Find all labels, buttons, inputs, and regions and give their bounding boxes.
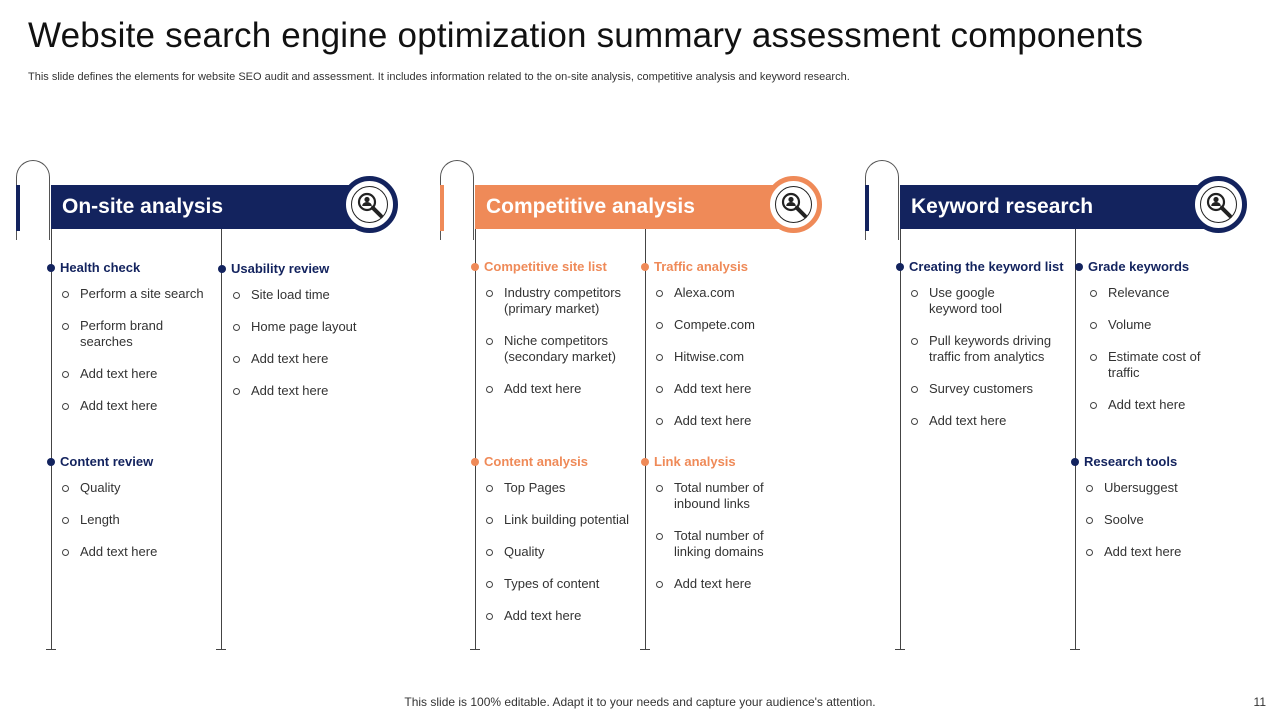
slide-subtitle: This slide defines the elements for website SEO audit and assessment. It includes information related to the on-site analysis, competitive analysis and keyword research. bbox=[28, 71, 850, 83]
list-item: Length bbox=[60, 512, 235, 528]
list-item: Add text here bbox=[654, 381, 829, 397]
section-research-tools bbox=[1084, 453, 1259, 576]
column-keyword-research bbox=[865, 150, 1265, 660]
list-item: Site load time bbox=[231, 287, 406, 303]
bullet-dot bbox=[47, 458, 55, 466]
section-heading: Research tools bbox=[1084, 454, 1178, 469]
list-item: Perform a site search bbox=[60, 286, 235, 302]
banner-bracket bbox=[865, 185, 869, 231]
list-item: Quality bbox=[60, 480, 235, 496]
section-heading: Traffic analysis bbox=[654, 259, 748, 274]
section-health-check bbox=[60, 259, 235, 430]
list-item: Survey customers bbox=[909, 381, 1084, 397]
list-item: Home page layout bbox=[231, 319, 406, 335]
connector-arc bbox=[865, 160, 899, 240]
list-item: Ubersuggest bbox=[1084, 480, 1259, 496]
section-heading: Creating the keyword list bbox=[909, 259, 1064, 274]
list-item: Add text here bbox=[909, 413, 1084, 429]
list-item: Estimate cost of traffic bbox=[1088, 349, 1208, 381]
bullet-dot bbox=[896, 263, 904, 271]
section-heading: Health check bbox=[60, 260, 141, 275]
column-on-site-analysis bbox=[16, 150, 416, 660]
magnifier-user-icon bbox=[765, 176, 822, 233]
bullet-dot bbox=[1071, 458, 1079, 466]
divider-foot bbox=[46, 649, 56, 650]
list-item: Alexa.com bbox=[654, 285, 829, 301]
list-item: Relevance bbox=[1088, 285, 1263, 301]
bullet-dot bbox=[641, 458, 649, 466]
column-divider-line bbox=[51, 229, 52, 649]
list-item: Perform brand searches bbox=[60, 318, 190, 350]
section-usability-review bbox=[231, 260, 406, 415]
list-item: Add text here bbox=[60, 544, 235, 560]
list-item: Add text here bbox=[231, 351, 406, 367]
section-content-review bbox=[60, 453, 235, 576]
section-creating-keyword-list bbox=[909, 258, 1084, 445]
bullet-dot bbox=[471, 263, 479, 271]
list-item: Add text here bbox=[484, 381, 659, 397]
list-item: Link building potential bbox=[484, 512, 659, 528]
bullet-dot bbox=[218, 265, 226, 273]
list-item: Industry competitors (primary market) bbox=[484, 285, 634, 317]
list-item: Add text here bbox=[654, 413, 829, 429]
list-item: Quality bbox=[484, 544, 659, 560]
bullet-dot bbox=[47, 264, 55, 272]
list-item: Top Pages bbox=[484, 480, 659, 496]
list-item: Add text here bbox=[1088, 397, 1263, 413]
column-divider-line bbox=[900, 229, 901, 649]
list-item: Total number of inbound links bbox=[654, 480, 789, 512]
list-item: Add text here bbox=[60, 398, 235, 414]
section-heading: Content analysis bbox=[484, 454, 589, 469]
list-item: Use google keyword tool bbox=[909, 285, 1029, 317]
list-item: Niche competitors (secondary market) bbox=[484, 333, 634, 365]
divider-foot bbox=[470, 649, 480, 650]
column-title: Keyword research bbox=[900, 185, 1230, 229]
list-item: Volume bbox=[1088, 317, 1263, 333]
list-item: Add text here bbox=[484, 608, 659, 624]
magnifier-user-icon bbox=[341, 176, 398, 233]
list-item: Total number of linking domains bbox=[654, 528, 789, 560]
connector-arc bbox=[440, 160, 474, 240]
section-competitive-site-list bbox=[484, 258, 659, 413]
section-heading: Content review bbox=[60, 454, 154, 469]
list-item: Add text here bbox=[654, 576, 829, 592]
section-traffic-analysis bbox=[654, 258, 829, 445]
list-item: Add text here bbox=[1084, 544, 1259, 560]
list-item: Hitwise.com bbox=[654, 349, 829, 365]
section-content-analysis bbox=[484, 453, 659, 640]
section-heading: Usability review bbox=[231, 261, 330, 276]
magnifier-user-icon bbox=[1190, 176, 1247, 233]
bullet-dot bbox=[641, 263, 649, 271]
page-number: 11 bbox=[1253, 695, 1266, 709]
list-item: Pull keywords driving traffic from analytics bbox=[909, 333, 1064, 365]
banner-bracket bbox=[440, 185, 444, 231]
divider-foot bbox=[895, 649, 905, 650]
column-title: Competitive analysis bbox=[475, 185, 805, 229]
footer-note: This slide is 100% editable. Adapt it to your needs and capture your audience's attention. bbox=[404, 695, 876, 709]
column-title: On-site analysis bbox=[51, 185, 381, 229]
column-divider-line bbox=[475, 229, 476, 649]
bullet-dot bbox=[471, 458, 479, 466]
section-heading: Grade keywords bbox=[1088, 259, 1190, 274]
banner-bracket bbox=[16, 185, 20, 231]
list-item: Compete.com bbox=[654, 317, 829, 333]
divider-foot bbox=[216, 649, 226, 650]
section-link-analysis bbox=[654, 453, 829, 608]
list-item: Soolve bbox=[1084, 512, 1259, 528]
bullet-dot bbox=[1075, 263, 1083, 271]
list-item: Add text here bbox=[60, 366, 235, 382]
section-heading: Competitive site list bbox=[484, 259, 607, 274]
connector-arc bbox=[16, 160, 50, 240]
list-item: Types of content bbox=[484, 576, 659, 592]
list-item: Add text here bbox=[231, 383, 406, 399]
column-competitive-analysis bbox=[440, 150, 840, 660]
section-heading: Link analysis bbox=[654, 454, 736, 469]
divider-foot bbox=[1070, 649, 1080, 650]
section-grade-keywords bbox=[1088, 258, 1263, 429]
slide-title: Website search engine optimization summary assessment components bbox=[28, 16, 1144, 55]
divider-foot bbox=[640, 649, 650, 650]
